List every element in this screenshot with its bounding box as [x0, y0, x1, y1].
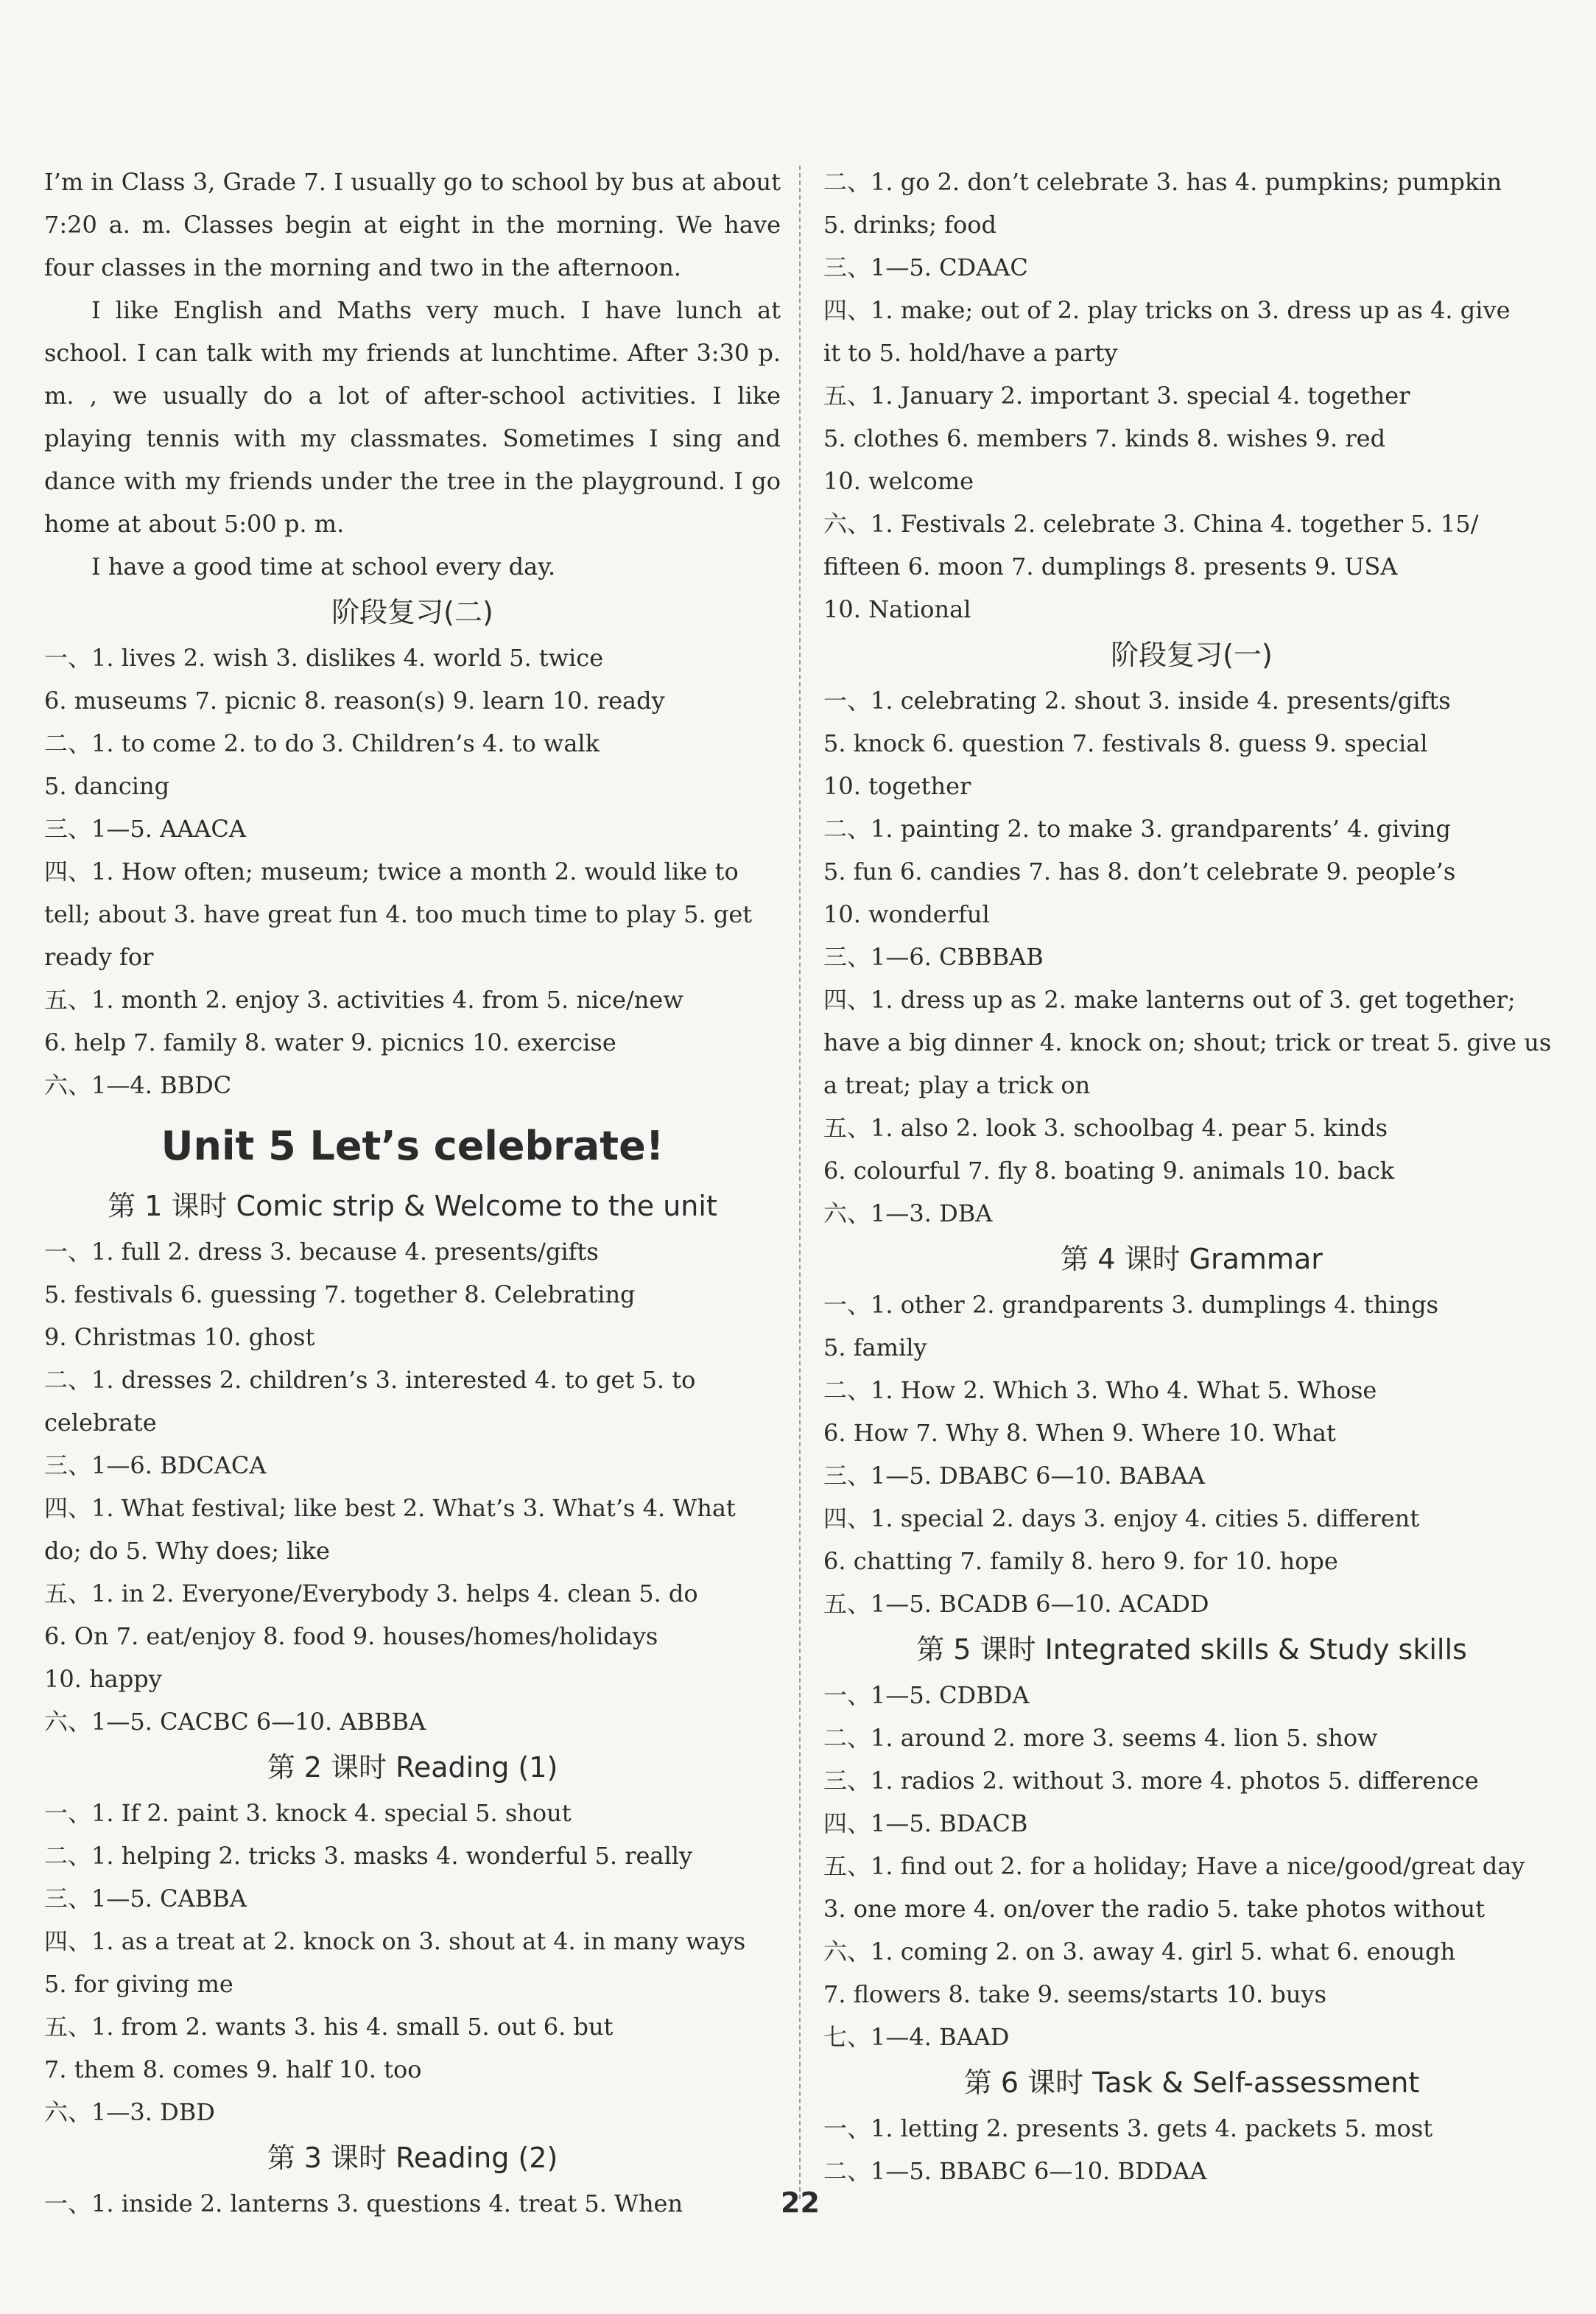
answer-block-lesson-5: [823, 1674, 1560, 2058]
answer-line: 一、1. celebrating 2. shout 3. inside 4. presents/gifts: [823, 687, 1451, 715]
answer-block-lesson-1: [44, 1230, 781, 1743]
answer-line: 二、1. go 2. don’t celebrate 3. has 4. pumpkins; pumpkin: [823, 168, 1502, 196]
right-column: [823, 161, 1560, 2192]
answer-line: 一、1. full 2. dress 3. because 4. presents/gifts: [44, 1238, 599, 1266]
answer-line: 四、1—5. BDACB: [823, 1809, 1028, 1837]
answer-line: 三、1—6. CBBBAB: [823, 943, 1044, 971]
answer-line: 10. National: [823, 595, 971, 623]
answer-line: 二、1. painting 2. to make 3. grandparents’ 4. giving: [823, 815, 1451, 843]
answer-line: 六、1. coming 2. on 3. away 4. girl 5. what 6. enough: [823, 1938, 1456, 1966]
answer-line: 7. them 8. comes 9. half 10. too: [44, 2055, 422, 2083]
left-column: [44, 161, 781, 2225]
answer-line: 10. wonderful: [823, 900, 990, 928]
answer-line: 6. How 7. Why 8. When 9. Where 10. What: [823, 1419, 1336, 1447]
answer-line: 一、1. lives 2. wish 3. dislikes 4. world 5. twice: [44, 644, 604, 672]
answer-line: 三、1—6. BDCACA: [44, 1451, 267, 1479]
answer-line: 六、1—3. DBA: [823, 1199, 993, 1227]
answer-line: 二、1. around 2. more 3. seems 4. lion 5. show: [823, 1724, 1378, 1752]
answer-line: 五、1—5. BCADB 6—10. ACADD: [823, 1590, 1209, 1618]
answer-line: 3. one more 4. on/over the radio 5. take photos without: [823, 1895, 1485, 1923]
answer-block-lesson-2: [44, 1792, 781, 2134]
answer-line: 五、1. find out 2. for a holiday; Have a nice/good/great day: [823, 1852, 1525, 1880]
answer-line: 五、1. January 2. important 3. special 4. together: [823, 382, 1410, 410]
unit-title: Unit 5 Let’s celebrate!: [161, 1123, 664, 1169]
answer-line: 二、1. helping 2. tricks 3. masks 4. wonderful 5. really: [44, 1842, 693, 1870]
answer-line: 五、1. month 2. enjoy 3. activities 4. from 5. nice/new: [44, 986, 683, 1014]
answer-line: 六、1—5. CACBC 6—10. ABBBA: [44, 1708, 426, 1736]
section-heading-lesson-5: 第 5 课时 Integrated skills & Study skills: [916, 1633, 1467, 1666]
answer-line: 6. colourful 7. fly 8. boating 9. animals 10. back: [823, 1157, 1395, 1185]
answer-line: 10. happy: [44, 1665, 162, 1693]
answer-line: 六、1—3. DBD: [44, 2098, 215, 2126]
section-heading-lesson-6: 第 6 课时 Task & Self-assessment: [963, 2066, 1420, 2099]
section-heading-review-2: 阶段复习(二): [331, 596, 493, 628]
answer-line: 5. knock 6. question 7. festivals 8. guess 9. special: [823, 729, 1428, 757]
essay-paragraph: I like English and Maths very much. I have lunch at school. I can talk with my friends at lunchtime. After 3:30 p. m. , we usually do a lot of after-school activities. I like playing tennis with my classmates. Sometimes I sing and dance with my friends under the tree in the playground. I go home at about 5:00 p. m.: [44, 296, 781, 538]
answer-line: 五、1. from 2. wants 3. his 4. small 5. out 6. but: [44, 2013, 614, 2041]
answer-line: 四、1. special 2. days 3. enjoy 4. cities 5. different: [823, 1504, 1420, 1532]
answer-line: 三、1—5. CDAAC: [823, 253, 1028, 281]
answer-line: 6. museums 7. picnic 8. reason(s) 9. learn 10. ready: [44, 687, 665, 715]
answer-block-lesson-3-continued: [823, 161, 1560, 631]
answer-line: 一、1—5. CDBDA: [823, 1681, 1030, 1709]
answer-block-lesson-6: [823, 2107, 1560, 2192]
answer-line: 四、1. make; out of 2. play tricks on 3. dress up as 4. give: [823, 296, 1511, 324]
answer-line: 四、1. What festival; like best 2. What’s 3. What’s 4. What: [44, 1494, 736, 1522]
section-heading-lesson-4: 第 4 课时 Grammar: [1061, 1243, 1323, 1275]
answer-line: 5. festivals 6. guessing 7. together 8. Celebrating: [44, 1280, 636, 1308]
essay-paragraph: I have a good time at school every day.: [91, 553, 556, 581]
answer-line: 6. help 7. family 8. water 9. picnics 10. exercise: [44, 1028, 616, 1056]
answer-line: 9. Christmas 10. ghost: [44, 1323, 315, 1351]
answer-line: 一、1. letting 2. presents 3. gets 4. packets 5. most: [823, 2114, 1433, 2142]
answer-block-lesson-4: [823, 1283, 1560, 1625]
answer-line: 一、1. other 2. grandparents 3. dumplings 4. things: [823, 1291, 1439, 1319]
answer-line: ready for: [44, 943, 154, 971]
answer-line: 六、1. Festivals 2. celebrate 3. China 4. together 5. 15/: [823, 510, 1479, 538]
answer-line: 一、1. inside 2. lanterns 3. questions 4. treat 5. When: [44, 2189, 683, 2217]
answer-line: 7. flowers 8. take 9. seems/starts 10. buys: [823, 1980, 1326, 2008]
answer-line: 二、1. dresses 2. children’s 3. interested 4. to get 5. to: [44, 1366, 696, 1394]
answer-line: 5. dancing: [44, 772, 170, 800]
answer-line: celebrate: [44, 1409, 157, 1437]
answer-block-review-1: [823, 679, 1560, 1235]
answer-line: 10. welcome: [823, 467, 974, 495]
answer-line: have a big dinner 4. knock on; shout; trick or treat 5. give us: [823, 1028, 1552, 1056]
section-heading-review-1: 阶段复习(一): [1111, 639, 1273, 671]
answer-line: 三、1. radios 2. without 3. more 4. photos 5. difference: [823, 1767, 1479, 1795]
answer-line: 二、1. How 2. Which 3. Who 4. What 5. Whose: [823, 1376, 1377, 1404]
answer-line: 六、1—4. BBDC: [44, 1071, 232, 1099]
section-heading-lesson-2: 第 2 课时 Reading (1): [267, 1751, 558, 1784]
answer-line: 二、1. to come 2. to do 3. Children’s 4. to walk: [44, 729, 600, 757]
answer-line: 5. fun 6. candies 7. has 8. don’t celebrate 9. people’s: [823, 858, 1456, 886]
answer-line: 四、1. as a treat at 2. knock on 3. shout at 4. in many ways: [44, 1927, 746, 1955]
page-number: 22: [781, 2187, 820, 2219]
answer-line: 五、1. in 2. Everyone/Everybody 3. helps 4. clean 5. do: [44, 1580, 698, 1607]
answer-block-lesson-3: [44, 2182, 781, 2225]
answer-line: 5. drinks; food: [823, 211, 996, 239]
answer-line: 二、1—5. BBABC 6—10. BDDAA: [823, 2157, 1207, 2185]
answer-line: 5. family: [823, 1333, 927, 1361]
answer-line: 三、1—5. DBABC 6—10. BABAA: [823, 1462, 1205, 1490]
answer-line: a treat; play a trick on: [823, 1071, 1091, 1099]
answer-line: 三、1—5. AAACA: [44, 815, 246, 843]
answer-line: 四、1. How often; museum; twice a month 2. would like to: [44, 858, 739, 886]
answer-line: 5. for giving me: [44, 1970, 233, 1998]
answer-line: 5. clothes 6. members 7. kinds 8. wishes 9. red: [823, 424, 1386, 452]
answer-line: 6. chatting 7. family 8. hero 9. for 10. hope: [823, 1547, 1338, 1575]
answer-line: 6. On 7. eat/enjoy 8. food 9. houses/homes/holidays: [44, 1622, 658, 1650]
column-divider: [799, 166, 801, 2199]
answer-line: 一、1. If 2. paint 3. knock 4. special 5. shout: [44, 1799, 572, 1827]
answer-line: 七、1—4. BAAD: [823, 2023, 1010, 2051]
answer-line: 三、1—5. CABBA: [44, 1884, 247, 1912]
section-heading-lesson-1: 第 1 课时 Comic strip & Welcome to the unit: [108, 1190, 717, 1222]
answer-line: fifteen 6. moon 7. dumplings 8. presents 9. USA: [823, 553, 1398, 581]
answer-line: tell; about 3. have great fun 4. too much time to play 5. get: [44, 900, 753, 928]
answer-line: do; do 5. Why does; like: [44, 1537, 330, 1565]
answer-line: 四、1. dress up as 2. make lanterns out of 3. get together;: [823, 986, 1516, 1014]
answer-block-review-2: [44, 637, 781, 1107]
answer-line: it to 5. hold/have a party: [823, 339, 1118, 367]
essay-paragraph: I’m in Class 3, Grade 7. I usually go to school by bus at about 7:20 a. m. Classes begin at eight in the morning. We have four classes in the morning and two in the afternoon.: [44, 168, 781, 281]
answer-line: 10. together: [823, 772, 971, 800]
section-heading-lesson-3: 第 3 课时 Reading (2): [267, 2142, 558, 2174]
answer-line: 五、1. also 2. look 3. schoolbag 4. pear 5. kinds: [823, 1114, 1388, 1142]
